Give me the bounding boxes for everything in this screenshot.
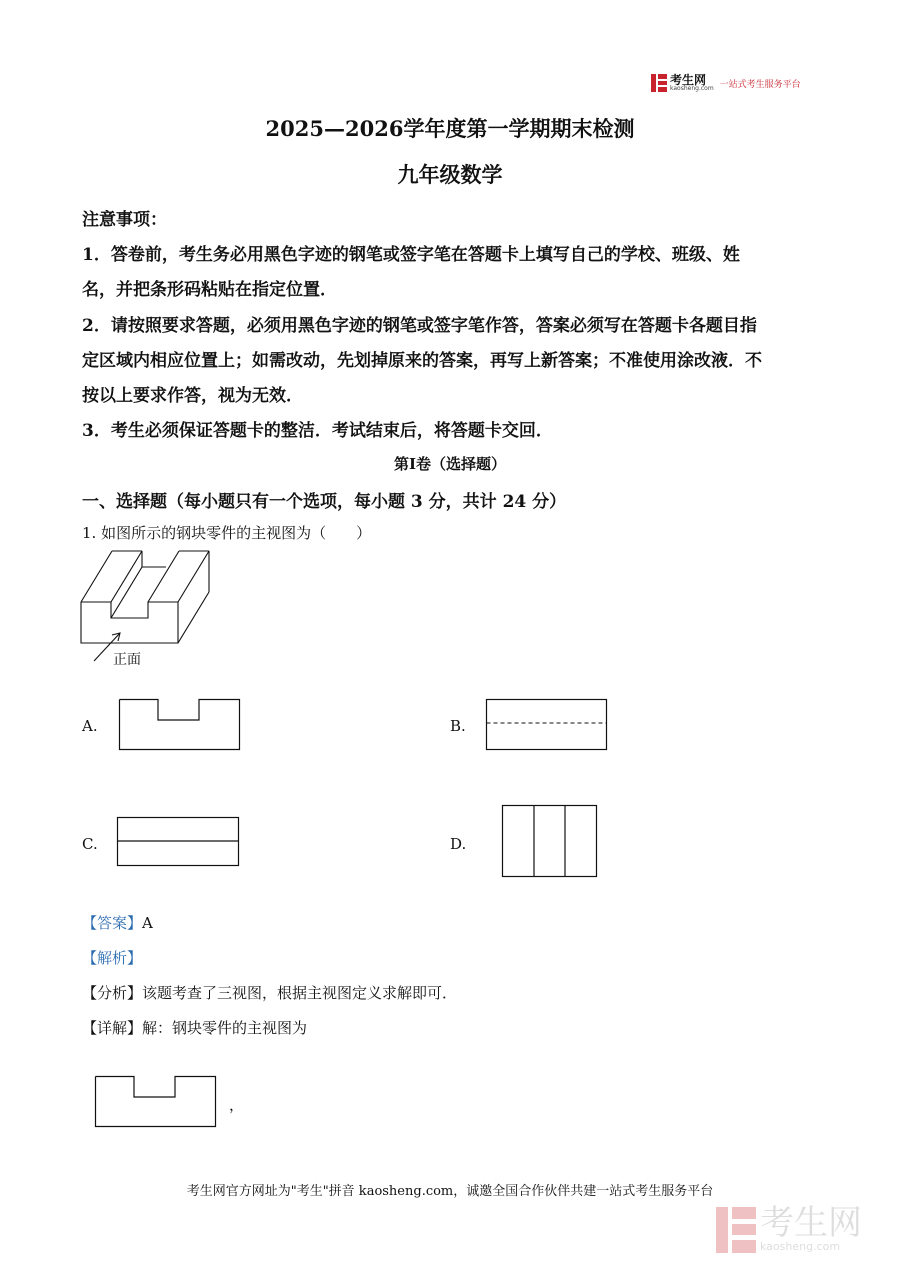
fenxi-text: 该题考查了三视图，根据主视图定义求解即可． bbox=[142, 984, 458, 1002]
fenxi-tag: 【分析】 bbox=[82, 984, 143, 1002]
notice-item2-line2: 定区域内相应位置上；如需改动，先划掉原来的答案，再写上新答案；不准使用涂改液．不 bbox=[82, 351, 762, 371]
option-d-figure[interactable] bbox=[501, 804, 599, 878]
section-title: 一、选择题（每小题只有一个选项，每小题 3 分，共计 24 分） bbox=[82, 492, 567, 512]
option-a-label[interactable]: A. bbox=[82, 717, 98, 735]
answer-value: A bbox=[142, 914, 153, 932]
option-a-figure[interactable] bbox=[118, 698, 242, 752]
detail-line bbox=[82, 1017, 307, 1038]
fenxi-line bbox=[82, 982, 457, 1003]
option-b-label[interactable]: B. bbox=[450, 717, 466, 735]
trailing-comma: ， bbox=[229, 1096, 245, 1114]
answer-line bbox=[82, 912, 153, 933]
header-logo bbox=[651, 74, 801, 92]
front-label: 正面 bbox=[113, 652, 141, 668]
logo-slogan: 一站式考生服务平台 bbox=[719, 79, 801, 90]
answer-tag: 【答案】 bbox=[82, 914, 143, 932]
notice-item2-line3: 按以上要求作答，视为无效． bbox=[82, 386, 303, 406]
logo-url: kaosheng.com bbox=[670, 85, 714, 92]
notice-item2-line1: 2．请按照要求答题，必须用黑色字迹的钢笔或签字笔作答，答案必须写在答题卡各题目指 bbox=[82, 316, 757, 336]
page-title: 2025—2026学年度第一学期期末检测 bbox=[265, 116, 635, 141]
notice-item3: 3．考生必须保证答题卡的整洁．考试结束后，将答题卡交回． bbox=[82, 421, 553, 441]
notice-item1-line1: 1．答卷前，考生务必用黑色字迹的钢笔或签字笔在答题卡上填写自己的学校、班级、姓 bbox=[82, 245, 740, 265]
notice-heading: 注意事项： bbox=[82, 210, 167, 230]
watermark-name: 考生网 bbox=[760, 1203, 862, 1243]
steel-block-figure bbox=[78, 548, 218, 668]
page-subtitle: 九年级数学 bbox=[397, 162, 503, 187]
footer-text: 考生网官方网址为"考生"拼音 kaosheng.com，诚邀全国合作伙伴共建一站式考生服务平台 bbox=[186, 1184, 714, 1199]
option-b-figure[interactable] bbox=[485, 698, 609, 752]
watermark bbox=[716, 1203, 862, 1253]
kaosheng-logo-icon bbox=[651, 74, 667, 92]
analysis-tag: 【解析】 bbox=[82, 949, 143, 967]
watermark-logo-icon bbox=[716, 1207, 756, 1253]
logo-name: 考生网 bbox=[670, 73, 707, 87]
option-c-figure[interactable] bbox=[116, 816, 242, 868]
notice-item1-line2: 名，并把条形码粘贴在指定位置． bbox=[82, 280, 337, 300]
question-stem: 1. 如图所示的钢块零件的主视图为（ ） bbox=[82, 524, 372, 542]
option-c-label[interactable]: C. bbox=[82, 835, 98, 853]
volume-title: 第Ⅰ卷（选择题） bbox=[393, 455, 507, 473]
detail-tag: 【详解】 bbox=[82, 1019, 143, 1037]
watermark-url: kaosheng.com bbox=[760, 1240, 841, 1253]
detail-text: 解：钢块零件的主视图为 bbox=[142, 1019, 308, 1037]
option-d-label[interactable]: D. bbox=[450, 835, 467, 853]
answer-figure bbox=[94, 1075, 218, 1129]
